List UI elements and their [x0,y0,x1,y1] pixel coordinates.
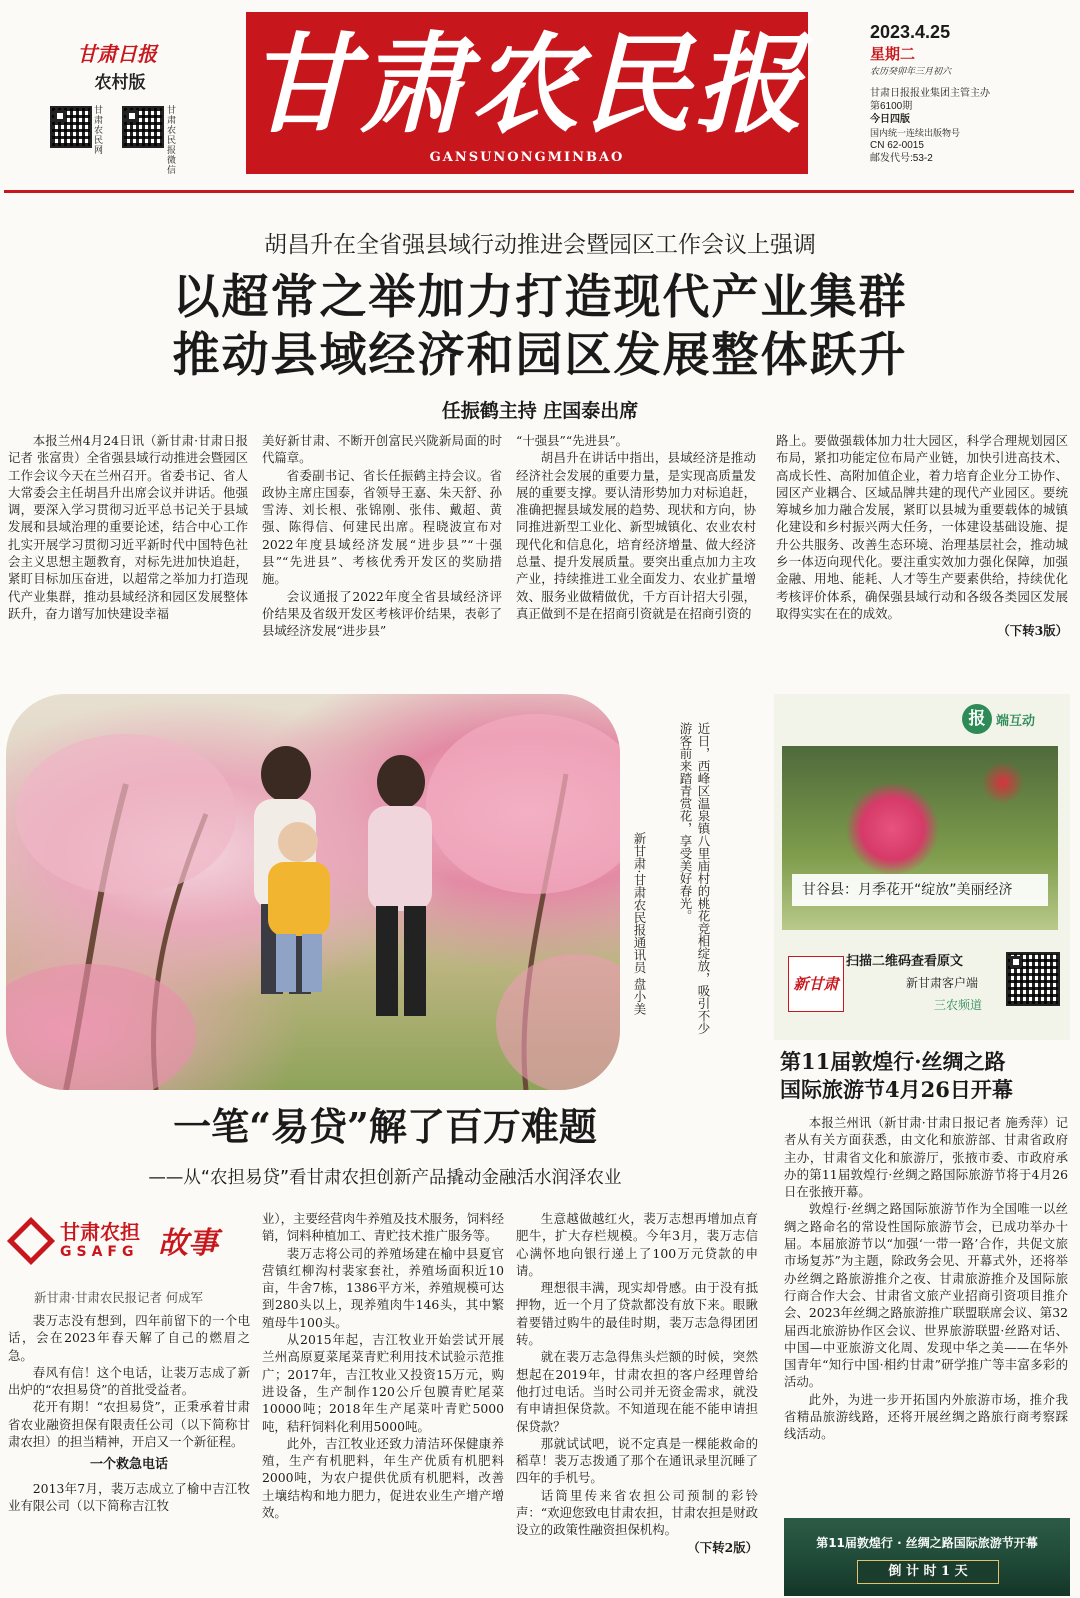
lead-headline-2: 推动县域经济和园区发展整体跃升 [172,328,908,383]
masthead-rule [4,190,1074,193]
lead-paragraph: 美好新甘肃、不断开创富民兴陇新局面的时代篇章。 [262,433,502,466]
interactive-badge-label: 端互动 [996,714,1036,729]
lead-column-4 [776,432,1068,684]
side-headline-1: 第11届敦煌行·丝绸之路 [780,1049,1006,1074]
newspaper-pinyin: GANSUNONGMINBAO [429,150,625,165]
story-jump: （下转2版） [687,1539,758,1555]
gsafg-brand-name: 甘肃农担 [60,1220,140,1244]
story-paragraph: 春风有信！这个电话，让裴万志成了新出炉的“农担易贷”的首批受益者。 [8,1364,250,1398]
xingansu-logo: 新甘肃 [788,956,844,1012]
gsafg-brand-en: GSAFG [60,1244,139,1260]
sponsor: 甘肃日报报业集团主管主办 [870,88,990,99]
story-paragraph: 此外，吉江牧业还致力清洁环保健康养殖，生产有机肥料，年生产优质有机肥料2000吨，为农户提供优质有机肥料，改善土壤结构和地力肥力，促进农业生产增产增效。 [262,1435,504,1521]
issue-number: 第6100期 [870,101,913,112]
newspaper-title: 甘肃农民报 [246,22,807,148]
lead-jump: （下转3版） [997,623,1068,639]
qr-code-website[interactable] [50,106,92,148]
issue-date: 2023.4.25 [870,22,951,42]
lead-column-1 [8,432,248,684]
side-paragraph: 此外，为进一步开拓国内外旅游市场，推介我省精品旅游线路，还将开展丝绸之路旅行商考察踩线活动。 [784,1391,1068,1442]
lead-column-3 [516,432,756,684]
side-paragraph: 本报兰州讯（新甘肃·甘肃日报记者 施秀萍）记者从有关方面获悉，由文化和旅游部、甘肃省政府主办，甘肃省文化和旅游厅，张掖市委、市政府承办的第11届敦煌行·丝绸之路国际旅游节将于4月26日在张掖开幕。 [784,1115,1068,1200]
side-headline-2: 国际旅游节4月26日开幕 [780,1077,1013,1102]
page-count: 今日四版 [870,114,910,125]
photo-credit: 新甘肃·甘肃农民报通讯员 盘小美 [632,832,647,1015]
issue-info [870,22,1070,165]
lead-paragraph: 会议通报了2022年度全省县域经济评价结果及省级开发区考核评价结果，表彰了县域经济发展“进步县” [262,588,502,639]
interactive-qr-code[interactable] [1006,952,1060,1006]
story-headline: 一笔“易贷”解了百万难题 [173,1104,597,1149]
story-paragraph: 2013年7月，裴万志成立了榆中吉江牧业有限公司（以下简称吉江牧 [8,1480,250,1513]
lead-paragraph: “十强县”“先进县”。 [516,433,629,448]
story-paragraph: 话筒里传来省农担公司预制的彩铃声：“欢迎您致电甘肃农担，甘肃农担是财政设立的政策性融资担保机构。 [516,1487,758,1538]
story-paragraph: 裴万志没有想到，四年前留下的一个电话，会在2023年春天解了自己的燃眉之急。 [8,1313,250,1363]
interactive-photo-title: 甘谷县：月季花开“绽放”美丽经济 [792,874,1048,906]
lead-headline-1: 以超常之举加力打造现代产业集群 [172,270,908,325]
side-paragraph: 敦煌行·丝绸之路国际旅游节作为全国唯一以丝绸之路命名的常设性国际旅游节会，已成功举办十届。本届旅游节以“加强‘一带一路’合作，共促文旅市场复苏”为主题，除政务会见、开幕式外，还将举办丝绸之路旅游推介之夜、甘肃旅游推介及国际旅行商合作大会、甘肃省文旅产业招商引资项目推介会、2023年丝绸之路旅游推广联盟联席会议、第32届西北旅游协作区会议、世界旅游联盟·丝路对话、中国—中亚旅游文化周、发现中华之美——在华外国青年“知行中国·相约甘肃”研学推广等丰富多彩的活动。 [784,1201,1068,1390]
group-logo: 甘肃日报 [77,42,157,66]
lead-paragraph: 路上。要做强载体加力壮大园区，科学合理规划园区布局，紧扣功能定位布局产业链，加快引进高技术、高成长性、高附加值企业，着力培育企业分工协作、园区产业耦合、区域品牌共建的现代产业园区。要统筹城乡加力融合发展，紧盯以县城为重要载体的城镇化建设和乡村振兴两大任务，一体建设基础设施、提升公共服务、改善生态环境、治理基层社会，推动城乡一体迈向现代化。要注重实效加力强化保障，加强金融、用地、能耗、人才等生产要素供给，持续优化考核评价体系，确保强县域行动和各级各类园区发展取得实实在在的成效。 [776,433,1068,621]
scan-text: 扫描二维码查看原文 [846,954,964,969]
edition-label: 农村版 [94,73,146,93]
story-paragraph: 就在裴万志急得焦头烂额的时候，突然想起在2019年，甘肃农担的客户经理曾给他打过电话。当时公司并无资金需求，就没有申请担保贷款。不知道现在能不能申请担保贷款？ [516,1349,758,1434]
festival-banner[interactable] [784,1518,1070,1596]
lead-column-2 [262,432,502,684]
photo-caption: 近日，西峰区温泉镇八里庙村的桃花竞相绽放，吸引不少游客前来踏青赏花，享受美好春光。 [678,722,711,1035]
banner-title: 第11届敦煌行 · 丝绸之路国际旅游节开幕 [816,1536,1038,1550]
qr2-label: 甘肃农民报微信 [167,106,177,176]
story-paragraph: 理想很丰满，现实却骨感。由于没有抵押物，近一个月了贷款都没有放下来。眼瞅着要错过购牛的最佳时期，裴万志急得团团转。 [516,1280,758,1348]
gsafg-brand [8,1212,258,1278]
channel-name: 三农频道 [934,998,983,1012]
lead-paragraph: 胡昌升在讲话中指出，县域经济是推动经济社会发展的重要力量，是实现高质量发展的重要支撑。要认清形势加力对标追赶，准确把握县域发展的趋势、现状和方向，协同推进新型工业化、新型城镇化、农业农村现代化和信息化，培育经济增量、做大经济总量、提升发展质量。要突出重点加力主攻产业，持续推进工业全面发力、农业扩量增效、服务业做精做优，千方百计招大引强，真正做到不是在招商引资就是在招商引资的 [516,450,756,621]
story-paragraph: 生意越做越红火，裴万志想再增加点育肥牛，扩大存栏规模。今年3月，裴万志信心满怀地向银行递上了100万元贷款的申请。 [516,1211,758,1278]
masthead-red-box [246,12,808,174]
lead-paragraph: 本报兰州4月24日讯（新甘肃·甘肃日报记者 张富贵）全省强县域行动推进会暨园区工作会议今天在兰州召开。省委书记、省人大常委会主任胡昌升出席会议并讲话。他强调，要深入学习贯彻习近平总书记关于县域发展和县域治理的重要论述，结合中心工作扎实开展学习贯彻习近平新时代中国特色社会主义思想主题教育，对标先进加快追赶，紧盯目标加压奋进，以超常之举加力打造现代产业集群，推动县域经济和园区发展整体跃升，奋力谱写加快建设幸福 [8,433,248,621]
app-name: 新甘肃客户端 [906,976,979,990]
photo-illustration [6,694,620,1090]
story-paragraph: 那就试试吧，说不定真是一棵能救命的稻草！裴万志拨通了那个在通讯录里沉睡了四年的手机号。 [516,1435,758,1486]
banner-countdown: 倒 计 时 1 天 [857,1560,999,1584]
story-paragraph: 业），主要经营肉牛养殖及技术服务，饲料经销，饲料种植加工、青贮技术推广服务等。 [262,1211,504,1244]
lunar-date: 农历癸卯年三月初六 [870,66,952,76]
feature-photo [6,694,620,1090]
postal-code: 邮发代号:53-2 [870,153,933,164]
interactive-box [774,694,1070,1040]
lead-subhead: 任振鹤主持 庄国泰出席 [441,400,639,422]
interactive-photo[interactable] [782,746,1058,930]
qr-code-wechat[interactable] [122,106,164,148]
story-paragraph: 裴万志将公司的养殖场建在榆中县夏官营镇红柳沟村裴家套社，养殖场面积近10亩，牛舍7栋，1386平方米，养殖规模可达到280头以上，现养殖肉牛146头，其中繁殖母牛100头。 [262,1245,504,1330]
lead-paragraph: 省委副书记、省长任振鹤主持会议。省政协主席庄国泰，省领导王嘉、朱天舒、孙雪涛、刘长根、张锦刚、张伟、戴超、黄强、陈得信、何建民出席。程晓波宣布对2022年度县域经济发展“进步县”“十强县”“先进县”、考核优秀开发区的奖励措施。 [262,467,502,587]
gsafg-brand-tag: 故事 [158,1226,218,1261]
story-paragraph: 从2015年起，吉江牧业开始尝试开展兰州高原夏菜尾菜青贮利用技术试验示范推广；2017年，吉江牧业又投资15万元，购进设备，生产制作120公斤包膜青贮尾菜10000吨；2018年生产尾菜叶青贮5000吨，秸秆饲料化利用5000吨。 [262,1332,504,1434]
story-paragraph: 花开有期！“农担易贷”，正秉承着甘肃省农业融资担保有限责任公司（以下简称甘肃农担）的担当精神，开启又一个新征程。 [8,1399,250,1450]
issue-weekday: 星期二 [870,46,916,63]
masthead [0,0,1080,200]
story-byline: 新甘肃·甘肃农民报记者 何成军 [34,1290,203,1305]
cn-number: CN 62-0015 [870,140,924,151]
side-column [784,1114,1068,1484]
story-column-1 [8,1312,250,1596]
gsafg-logo-icon [7,1217,55,1265]
story-column-3 [516,1210,758,1596]
cn-label: 国内统一连续出版物号 [870,128,961,138]
story-subhead: ——从“农担易贷”看甘肃农担创新产品撬动金融活水润泽农业 [148,1168,622,1188]
qr1-label: 甘肃农民网 [94,106,104,156]
story-section-head: 一个救急电话 [89,1457,168,1473]
story-column-2 [262,1210,504,1596]
lead-kicker: 胡昌升在全省强县域行动推进会暨园区工作会议上强调 [264,232,816,258]
interactive-badge-char: 报 [962,704,992,734]
